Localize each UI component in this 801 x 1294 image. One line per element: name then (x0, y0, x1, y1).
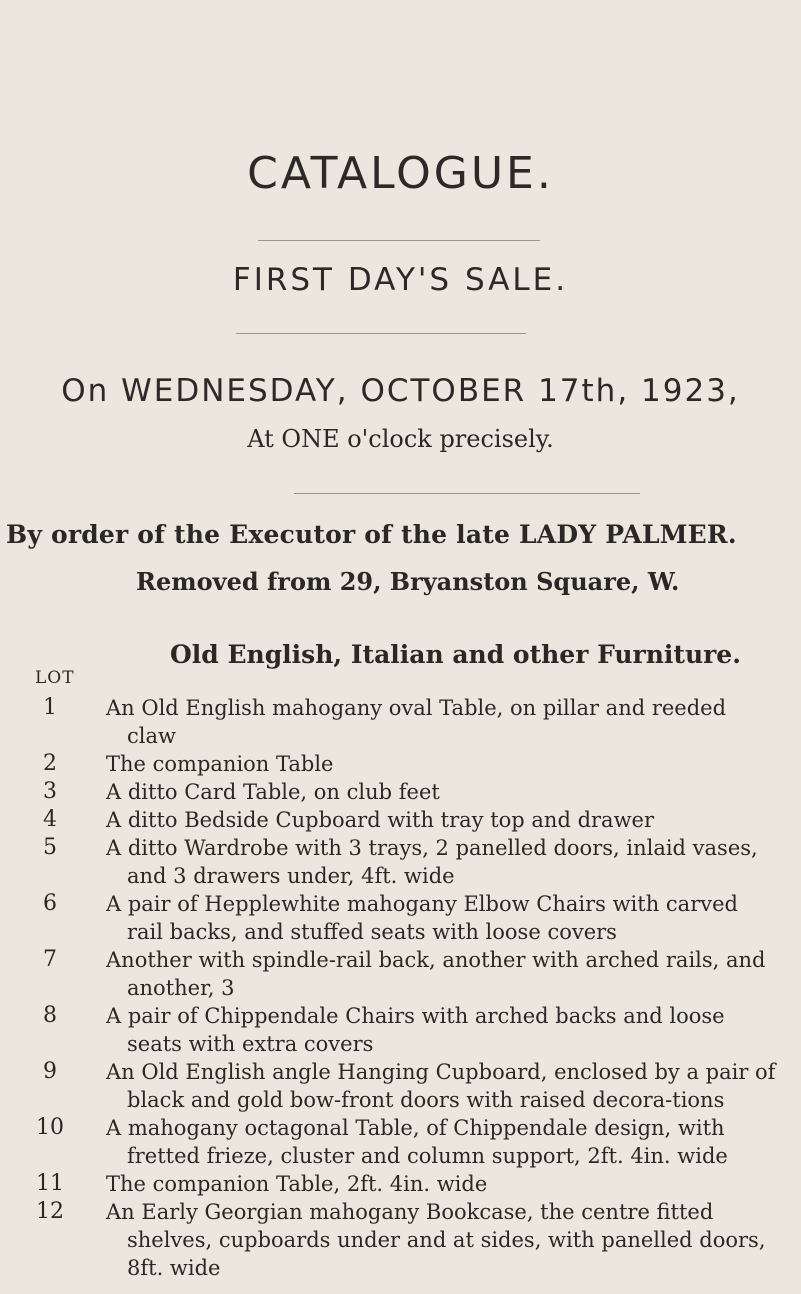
lot-number: 11 (36, 1171, 64, 1196)
lot-number: 3 (43, 779, 57, 804)
lot-description: A ditto Bedside Cupboard with tray top and drawer (106, 808, 655, 832)
sale-time: At ONE o'clock precisely. (247, 425, 554, 453)
lot-description: The companion Table (106, 752, 334, 776)
lot-number: 1 (43, 695, 57, 720)
lot-number: 4 (43, 807, 57, 832)
lot-description: The companion Table, 2ft. 4in. wide (106, 1172, 488, 1196)
divider-rule (258, 240, 540, 241)
lot-description: An Old English angle Hanging Cupboard, enclosed by a pair of black and gold bow-front doors with raised decora-tions (106, 1060, 776, 1112)
lot-description: A pair of Hepplewhite mahogany Elbow Chairs with carved rail backs, and stuffed seats with loose covers (106, 892, 738, 944)
divider-rule (294, 493, 640, 494)
lot-number: 6 (43, 891, 57, 916)
lot-description: Another with spindle-rail back, another with arched rails, and another, 3 (106, 948, 766, 1000)
lot-number: 12 (36, 1199, 64, 1224)
section-heading: Old English, Italian and other Furniture. (170, 640, 741, 669)
sale-date: On WEDNESDAY, OCTOBER 17th, 1923, (61, 373, 740, 409)
divider-rule (236, 333, 526, 334)
lot-column-label: LOT (35, 668, 75, 688)
removed-from-line: Removed from 29, Bryanston Square, W. (136, 567, 680, 596)
sale-subtitle: FIRST DAY'S SALE. (232, 262, 569, 298)
lot-description: An Old English mahogany oval Table, on pillar and reeded claw (106, 696, 727, 748)
lot-number: 5 (43, 835, 57, 860)
lot-description: A ditto Wardrobe with 3 trays, 2 panelled doors, inlaid vases, and 3 drawers under, 4ft. wide (106, 836, 758, 888)
lot-description: A pair of Chippendale Chairs with arched backs and loose seats with extra covers (106, 1004, 725, 1056)
lot-number: 8 (43, 1003, 57, 1028)
catalogue-title: CATALOGUE. (247, 148, 554, 199)
lot-description: An Early Georgian mahogany Bookcase, the centre fitted shelves, cupboards under and at sides, with panelled doors, 8ft. wide (106, 1200, 766, 1280)
executor-line: By order of the Executor of the late LADY PALMER. (6, 520, 737, 549)
lot-number: 10 (36, 1115, 64, 1140)
lot-description: A ditto Card Table, on club feet (106, 780, 440, 804)
lot-number: 9 (43, 1059, 57, 1084)
lot-number: 2 (43, 751, 57, 776)
lot-description: A mahogany octagonal Table, of Chippendale design, with fretted frieze, cluster and column support, 2ft. 4in. wide (106, 1116, 728, 1168)
lot-number: 7 (43, 947, 57, 972)
